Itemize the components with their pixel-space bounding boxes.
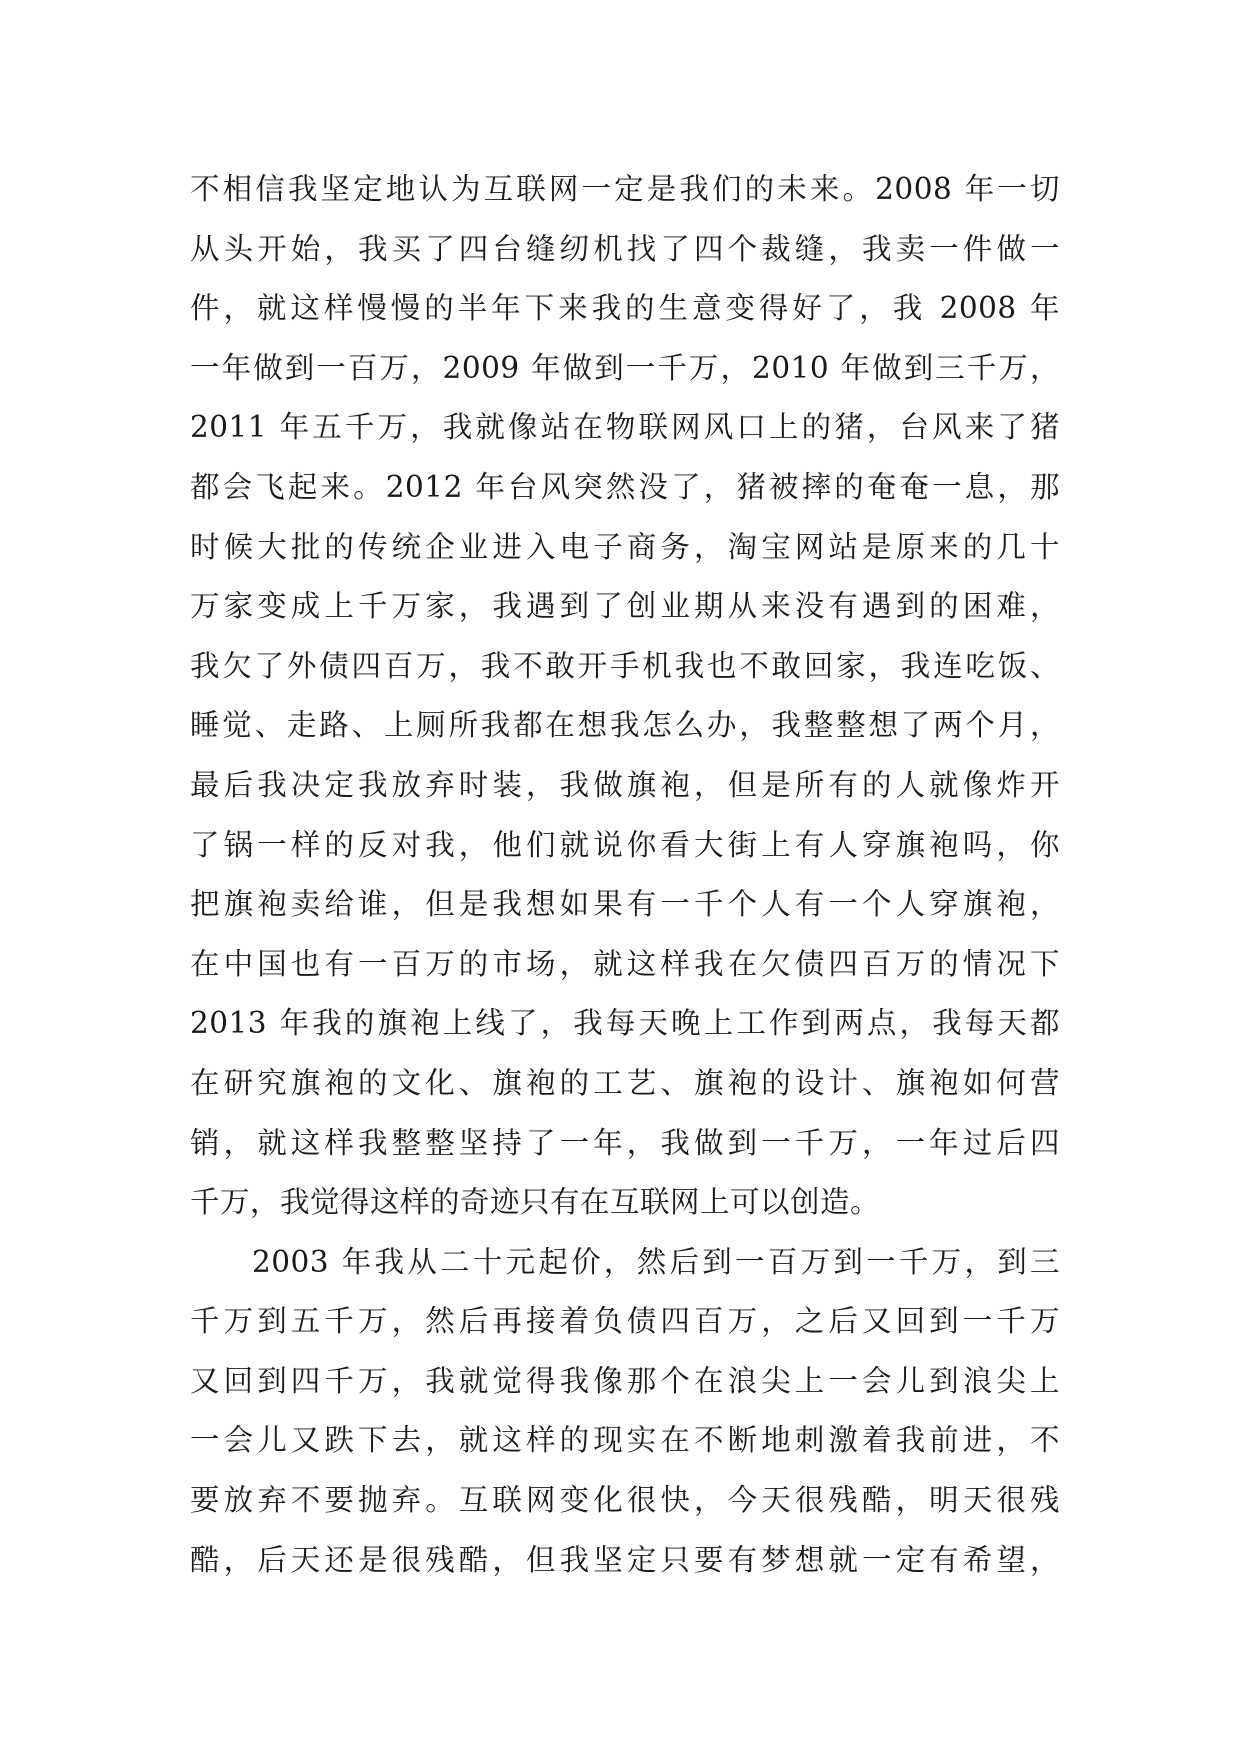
text-line: 把旗袍卖给谁，但是我想如果有一千个人有一个人穿旗袍， xyxy=(190,887,1060,922)
text-line: 要放弃不要抛弃。互联网变化很快，今天很残酷，明天很残 xyxy=(190,1483,1060,1518)
paragraph-end-line: 千万，我觉得这样的奇迹只有在互联网上可以创造。 xyxy=(190,1185,881,1220)
text-line: 千万到五千万，然后再接着负债四百万，之后又回到一千万 xyxy=(190,1304,1060,1339)
text-line: 最后我决定我放弃时装，我做旗袍，但是所有的人就像炸开 xyxy=(190,767,1060,802)
text-line: 我欠了外债四百万，我不敢开手机我也不敢回家，我连吃饭、 xyxy=(190,648,1060,683)
text-line: 都会飞起来。2012 年台风突然没了，猪被摔的奄奄一息，那 xyxy=(190,469,1060,504)
text-line: 了锅一样的反对我，他们就说你看大街上有人穿旗袍吗，你 xyxy=(190,827,1060,862)
text-line: 件，就这样慢慢的半年下来我的生意变得好了，我 2008 年 xyxy=(190,291,1060,326)
text-line: 不相信我坚定地认为互联网一定是我们的未来。2008 年一切 xyxy=(190,172,1060,206)
paragraph-first-line: 2003 年我从二十元起价，然后到一百万到一千万，到三 xyxy=(252,1244,1060,1279)
text-line: 从头开始，我买了四台缝纫机找了四个裁缝，我卖一件做一 xyxy=(190,231,1060,266)
text-line: 时候大批的传统企业进入电子商务，淘宝网站是原来的几十 xyxy=(190,529,1060,564)
text-line: 在研究旗袍的文化、旗袍的工艺、旗袍的设计、旗袍如何营 xyxy=(190,1065,1060,1100)
text-line: 在中国也有一百万的市场，就这样我在欠债四百万的情况下 xyxy=(190,946,1060,981)
text-line: 睡觉、走路、上厕所我都在想我怎么办，我整整想了两个月， xyxy=(190,708,1060,743)
text-line: 2013 年我的旗袍上线了，我每天晚上工作到两点，我每天都 xyxy=(190,1006,1060,1041)
text-line: 2011 年五千万，我就像站在物联网风口上的猪，台风来了猪 xyxy=(190,410,1060,445)
text-line: 万家变成上千万家，我遇到了创业期从来没有遇到的困难， xyxy=(190,589,1060,624)
text-line: 销，就这样我整整坚持了一年，我做到一千万，一年过后四 xyxy=(190,1125,1060,1160)
text-line: 又回到四千万，我就觉得我像那个在浪尖上一会儿到浪尖上 xyxy=(190,1363,1060,1398)
text-line: 一年做到一百万，2009 年做到一千万，2010 年做到三千万， xyxy=(190,350,1060,385)
text-line: 酷，后天还是很残酷，但我坚定只要有梦想就一定有希望， xyxy=(190,1542,1060,1577)
text-line: 一会儿又跌下去，就这样的现实在不断地刺激着我前进，不 xyxy=(190,1423,1060,1458)
body-text xyxy=(190,160,1060,1590)
